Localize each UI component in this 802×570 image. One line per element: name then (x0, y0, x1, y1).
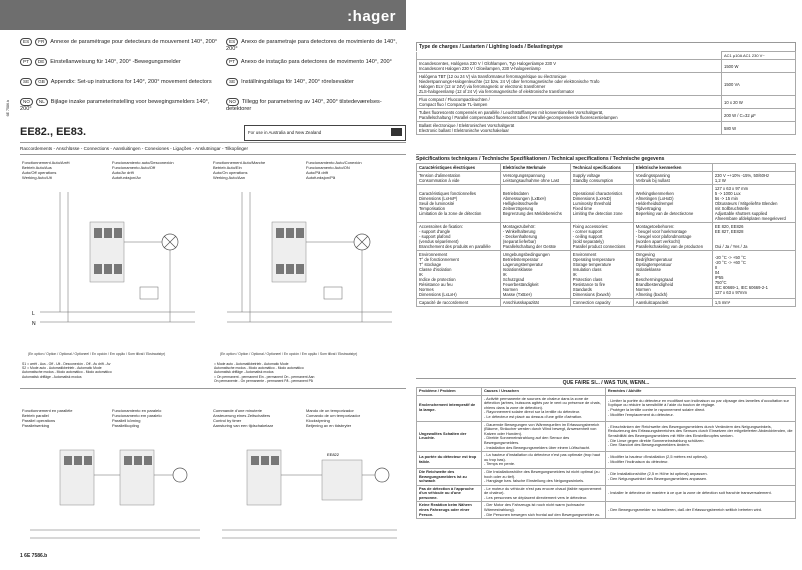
remedy-cell: - Installer le détecteur de manière à ce que la zone de détection soit franchie transversalement. (605, 485, 795, 502)
divider (20, 142, 406, 143)
load-value: 200 W / C=32 µF (722, 109, 796, 122)
option-note-2: (En option / Option / Optional / Optioneel / En opción / Em opção / Som tillval / Ekstrautstyr) (220, 352, 358, 356)
table-cell: Capacité de raccordement (417, 299, 501, 307)
table-row (417, 468, 796, 485)
load-description: Ballast électronique / Elektronisches Vorschaltgerät Electronic ballast / Elektronische voorschakelaar (417, 122, 722, 135)
brand-header (0, 0, 406, 30)
wiring-diagram-auto-off (20, 182, 205, 352)
table-cell: Aansluitcapaciteit (633, 299, 712, 307)
specs-title: Spécifications techniques / Technische Spezifikationen / Technical specifications / Technische gegevens (416, 154, 796, 163)
troubleshoot-title: QUE FAIRE SI... / WAS TUN, WENN... (416, 378, 796, 387)
label-ee: EE822 (327, 452, 340, 457)
parallel-2: Funcionamiento en paralelo Funcionamento em paralelo Parallell körning Parallellkopling (112, 408, 162, 428)
usage-box (244, 125, 406, 141)
table-cell: Environment Operating temperature Storage temperature Insulation class IK Protection class Resistance to fire Standards Dimensions (bxwxh) (570, 251, 633, 299)
parallel-1: Fonctionnement en parallèle Betrieb parallel Parallel operations Parallelwerking (22, 408, 73, 428)
language-title-right (226, 38, 404, 53)
load-description: Tubes fluorescents compensés en parallèle / Leuchtstofflampen mit konventionellen Vorschaltgerät, Parallelschaltung / Parallel compensated fluorescent tubes / Parallel-gecompenseerde fluorescentielampen (417, 109, 722, 122)
cause-cell: - Le moteur du véhicule n'est pas encore chaud (faible rayonnement de chaleur). - Les personnes se déplacent directement vers le détecteur. (482, 485, 606, 502)
language-badge: NO (226, 98, 239, 106)
language-title-text: Tillegg for parametrering av 140°, 200° tilstedeværelses-detektorer (226, 99, 382, 113)
table-cell: 1,5 mm² (712, 299, 795, 307)
table-cell: Connection capacity (570, 299, 633, 307)
label-lamp: L (32, 311, 35, 317)
table-row (417, 502, 796, 519)
connections-title: Raccordements - Anschlüsse - Connections - Aansluitingen - Conexiones - Ligações - Anslutningar - Tilkoplinger (20, 146, 249, 151)
remote-2: Mando de un temporizador Comando de um temporizador Klockstyrning Betjening av en tidsbryter (306, 408, 361, 428)
remedy-cell: - Die Installationshöhe (2,5 m Höhe ist optimal) anpassen. - Den Neigungswinkel des Bewegungsmelders anpassen. (605, 468, 795, 485)
option-note-1: (En option / Option / Optional / Optioneel / En opción / Em opção / Som tillval / Ekstrautstyr) (28, 352, 166, 356)
table-row (417, 251, 796, 299)
remedy-cell: - Modifier la hauteur d'installation (2,5 mètres est optimal). - Modifier l'inclinaison du détecteur. (605, 452, 795, 469)
func-left-2: Funcionamiento auto/Desconexión Funcionamento Auto/Off Auto/Av drift Autofunksjon/Av (112, 160, 174, 180)
specs-section (416, 154, 796, 307)
load-description: Halógena TBT (12 ou 24 V) via transformateur ferromagnétique ou électronique Niederspannungs-Halogenleuchte (12 bzw. 24 V) über ferromagnetische oder elektronische Trafo Halogen ELV (12 or 24V) via ferromagnetic or electronic transformer ZLS-halogeenlamp (12 of 24 V) via ferromagnetische of elektronische transformator (417, 73, 722, 96)
product-title: EE82., EE83. (20, 126, 87, 138)
language-badge: SE (226, 78, 238, 86)
remedy-cell: - Limiter la portée du détecteur en modifiant son inclinaison ou par clipsage des lamelles d'occultation sur l'optique ou réduire la sensibilité à l'aide du bouton de réglage. - Protéger la lentille contre le rayonnement solaire direct. - Modifier l'emplacement du détecteur. (605, 395, 795, 421)
table-row (417, 172, 796, 185)
table-cell: -20 °C -> +50 °C -20 °C -> +60 °C II 04 IP55 750°C IEC 60669-1, IEC 60669-2-1 127 x 63 x 97mm (712, 251, 795, 299)
specs-table (416, 163, 796, 307)
legend-left: S1 = arrêt - Aus - Off - Uit - Desconexión - Off - Av drift - Av S2 = Mode auto - Automatikbetrieb - Automatic Mode Automatische modus - Modo automático - Modo automático Automatisk drifläge - Automatisk modus (22, 362, 112, 379)
table-row (417, 452, 796, 469)
language-badge: ES (20, 38, 32, 46)
table-row (417, 185, 796, 223)
table-row (417, 299, 796, 307)
table-cell: Montagezubehör: - Winkelhalterung - Deckenhalterung (separat lieferbar) Parallelschaltung der Geräte (500, 223, 570, 251)
cause-cell: - La hauteur d'installation du détecteur n'est pas optimale (trop haut ou trop bas). - Temps en pente. (482, 452, 606, 469)
load-description: Incandescentes, Halógena 230 V / Glühlampen, Typ Halogenlampe 230 V Incandescent Halogen 230 V / Gloeilampen, 230 V-halogeenlamp (417, 60, 722, 73)
table-cell: Betriebsdaten Abmessungen (LxBxH) Helligkeitsschwelle Zeitverzögerung Begrenzung des Meldebereichs (500, 185, 570, 223)
cause-cell: - Die Installationshöhe des Bewegungsmelders ist nicht optimal (zu hoch oder zu tief). - Hanglage bzw. falsche Einstellung des Neigungswinkels. (482, 468, 606, 485)
table-cell: Omgeving Bedrijfstemperatuur Opslagtemperatuur Isolatieklasse IK Beschermingsgraad Brandbestendigheid Normen Afmeting (bxdxh) (633, 251, 712, 299)
table-cell: Voedingsspanning Verbruik bij nullast (633, 172, 712, 185)
language-title-text: Einstellanweisung für 140°, 200° -Bewegungsmelder (50, 59, 181, 65)
language-badge: DE (35, 58, 47, 66)
label-neutral: N (32, 321, 36, 327)
language-badge: FR (35, 38, 47, 46)
table-cell: 230 V ~+10% -15%, 50/60Hz 1,2 W (712, 172, 795, 185)
table-cell: EE 820, EE826 EE 827, EE828 Oui / Ja / Yes / Ja (712, 223, 795, 251)
table-header-row (417, 388, 796, 396)
label-s1: S1 (22, 362, 27, 366)
column-header: Remèdes / Abhilfe (605, 388, 795, 396)
problem-cell: Pas de détection à l'approche d'un véhicule ou d'une personne. (417, 485, 482, 502)
language-badge: NL (36, 98, 48, 106)
problem-cell: Enclenchement intempestif de la lampe. (417, 395, 482, 421)
language-badge: NO (20, 98, 33, 106)
table-row (417, 223, 796, 251)
load-value: 1500 VA (722, 73, 796, 96)
troubleshoot-table (416, 387, 796, 519)
language-title-left (20, 38, 220, 46)
cause-cell: - Activité permanente de sources de chaleur dans la zone de détection (arbres, buissons agités par le vent ou présence de chats, chiens dans la zone de détection). - Rayonnement solaire direct sur la lentille du détecteur. - Le détecteur est placé au dessus d'une grille d'aération. (482, 395, 606, 421)
side-code: 6E 7586.b (6, 100, 10, 117)
language-title-right (226, 58, 404, 66)
language-badge: ES (226, 38, 238, 46)
func-right-1: Fonctionnement Auto/Marche Betrieb Auto/Ein Auto/On operations Werking Auto/Aan (213, 160, 266, 180)
table-row (417, 96, 796, 109)
loads-table (416, 51, 796, 135)
loads-title: Type de charges / Lastarten / Lighting loads / Belastingstype (416, 42, 796, 51)
column-header: Technical specifications (570, 164, 633, 172)
language-badge: PT (226, 58, 238, 66)
table-cell: Fixing accessories: - corner support - ceiling support (sold separately) Parallel product connections (570, 223, 633, 251)
problem-cell: La portée du détecteur est trop faible. (417, 452, 482, 469)
func-right-2: Funcionamiento Auto/Conexión Funcionamento Auto/ON Auto/På drift Autofunksjon/På (306, 160, 362, 180)
func-left-1: Fonctionnement Auto/Arrêt Betrieb Auto/Aus Auto/Off operations Werking Auto/Uit (22, 160, 70, 180)
table-cell: Operational characteristics Dimensions (LxHxD) Luminosity threshold Fixed time Limiting the detection zone (570, 185, 633, 223)
wiring-diagram-auto-on (212, 182, 402, 352)
table-cell: Caractéristiques fonctionnelles Dimensions (LxHxP) Seuil de luminosité Temporisation Limitation de la zone de détection (417, 185, 501, 223)
language-title-text: Annexe de paramétrage pour detecteurs de mouvement 140°, 200° (50, 39, 218, 45)
remote-1: Commande d'une minuterie Ansteuerung eines Zeitschalters Control by timer Aansturing van een tijdschakelaar (213, 408, 274, 428)
footer-code: 1 6E 7586.b (20, 553, 48, 559)
remedy-cell: - Den Bewegungsmelder so installieren, daß der Erfassungsbereich seitlich betreten wird. (605, 502, 795, 519)
wiring-diagram-parallel (20, 430, 205, 550)
table-row (417, 122, 796, 135)
table-row (417, 109, 796, 122)
column-header: Elektrische Merkmale (500, 164, 570, 172)
column-header: Elektrische kenmerken (633, 164, 712, 172)
column-header: Problème / Problem (417, 388, 482, 396)
load-value: 10 x 20 W (722, 96, 796, 109)
australia-flag-icon (391, 128, 402, 136)
load-description: Fluo compact / Fluocompactleuchten / Compact fluo / Compacte TL-lampen (417, 96, 722, 109)
table-row (417, 485, 796, 502)
language-title-right (226, 78, 404, 86)
load-value: 580 W (722, 122, 796, 135)
troubleshoot-section (416, 378, 796, 519)
wiring-diagram-timer (212, 430, 402, 550)
table-cell: Umgebungsbedingungen Betriebstemperatur Lagerungstemperatur Isolationsklasse IK Schutzgrad Feuerbeständigkeit Normen Masse (TxBxH) (500, 251, 570, 299)
language-title-text: Inställningsbilaga för 140°, 200° rörelsevakter (241, 79, 354, 85)
loads-section (416, 42, 796, 135)
language-badge: PT (20, 58, 32, 66)
divider (20, 388, 406, 389)
language-title-text: Anexo de instação para detectores de movimento 140°, 200° (240, 59, 392, 65)
cause-cell: - Dauernde Bewegungen von Wärmequellen im Erfassungsbereich (Bäume, Sträucher werden durch Wind bewegt, Anwesenheit von Katzen oder Hunden). - Direkte Sonneneinstrahlung auf den Sensor des Bewegungsmelders. - Installation des Bewegungsmelders über einem Lüftschacht. (482, 421, 606, 452)
language-title-left (20, 98, 220, 113)
table-row (417, 421, 796, 452)
table-row (417, 73, 796, 96)
problem-cell: Keine Reaktion beim Nähern eines Fahrzeugs oder einer Person. (417, 502, 482, 519)
divider (20, 154, 406, 155)
language-title-left (20, 58, 220, 66)
cause-cell: - Der Motor des Fahrzeugs ist noch nicht warm (schwache Wärmestrahlung). - Die Personen bewegen sich frontal auf den Bewegungsmelder zu. (482, 502, 606, 519)
table-cell: 127 x 63 x 97 mm 5 -> 1000 Lux 5s -> 15 min Obturateurs / Mitgeliefrte Blenden mit Sollbruchstelle Adjustable shutters supplied Afneembare afdekplaten meegeleverd (712, 185, 795, 223)
language-badge: GB (35, 78, 48, 86)
label-s2: S2 (22, 366, 27, 371)
table-cell: Montagetoebehoren: - beugel voor hoekmontage - beugel voor plafondmontage (worden apart verkocht) Parallelschakeling van de producten (633, 223, 712, 251)
table-cell: Versorgungsspannung Leistungsaufnahme ohne Last (500, 172, 570, 185)
problem-cell: Die Reichweite des Bewegungsmelders ist zu schwach (417, 468, 482, 485)
language-title-right (226, 98, 404, 113)
table-cell: Anschlusskapazität (500, 299, 570, 307)
usage-note: For use in Australia and New Zealand (248, 130, 322, 135)
language-title-text: Appendix: Set-up instructions for 140°, 200° movement detectors (50, 79, 212, 85)
problem-cell: Ungewolltes Schalten der Leuchte. (417, 421, 482, 452)
table-cell: Environnement T° de fonctionnement T° stockage Classe d'isolation IK Indice de protection Résistance au feu Normes Dimensions (LxLxH) (417, 251, 501, 299)
column-header: Caractéristiques électriques (417, 164, 501, 172)
language-title-text: Anexo de parametraje para detectores de movimiento de 140°, 200° (226, 39, 397, 53)
table-header-row (417, 164, 796, 172)
hager-logo: :hager (347, 8, 396, 25)
language-badge: SE (20, 78, 32, 86)
table-cell: Accessoires de fixation: - support d'angle - support plafond (vendus séparément) Branchement des produits en parallèle (417, 223, 501, 251)
loads-header-right: AC1 µ10A AC1 230 V~ (722, 52, 796, 60)
legend-right: = Mode auto - Automatikbetrieb - Automatic Mode Automatische modus - Modo automático - Modo automático Automatisk drifläge - Automatisk modus = On permanent - permanent Ein - permanent On - permanent Aan On permanente - On permanente - permanent På - permanent På (214, 362, 315, 383)
table-cell: Supply voltage Standby consumption (570, 172, 633, 185)
remedy-cell: - Einschränken der Reichweite des Bewegungsmelders durch Verändern des Neigungswinkels, Reduzierung des Erfassungsbereiches des Sensors durch Einsetzen der mitgelieferten Abdeckblenden, die Sensibilität des Bewegungsmelders mit Hilfe des Einstellknopfes senken. - Die Linse gegen direkte Sonneneinstrahlung schützen. - Den Standort des Bewegungsmelders ändern. (605, 421, 795, 452)
column-header: Causes / Ursachen (482, 388, 606, 396)
language-title-left (20, 78, 220, 86)
table-cell: Werkingskenmerken Afmetingen (LxHxD) Helderheidsdrempel Tijdvertraging Beperking van de detectiezone (633, 185, 712, 223)
load-value: 1500 W (722, 60, 796, 73)
table-row (417, 395, 796, 421)
table-cell: Tension d'alimentation Consommation à vide (417, 172, 501, 185)
language-title-text: Bijlage inzake parameterinstelling voor bewegingsmelders 140°, 200° (20, 99, 210, 113)
table-row (417, 60, 796, 73)
